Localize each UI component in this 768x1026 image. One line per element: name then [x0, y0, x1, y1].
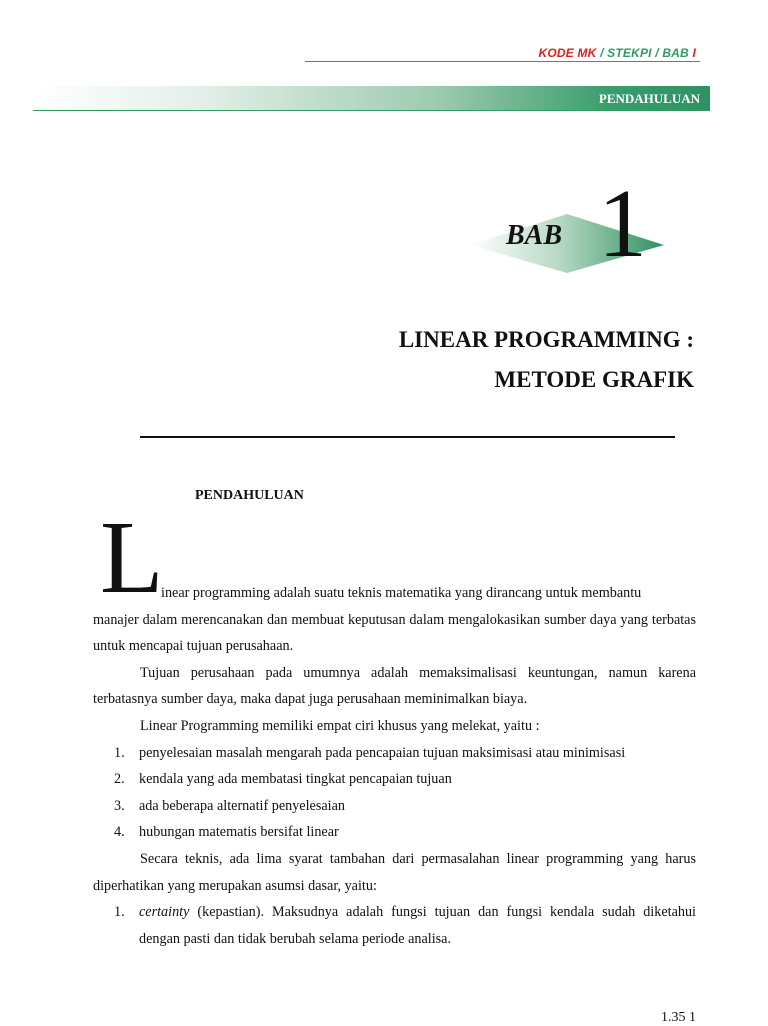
assumptions-list: [93, 899, 696, 952]
paragraph-assumptions: Secara teknis, ada lima syarat tambahan dari permasalahan linear programming yang harus diperhatikan yang merupakan asumsi dasar, yaitu:: [93, 850, 696, 894]
code-separator: /: [651, 46, 663, 60]
section-band-underline: [33, 110, 710, 111]
list-text: (kepastian). Maksudnya adalah fungsi tujuan dan fungsi kendala sudah diketahui dengan pasti dan tidak berubah selama periode analisa.: [139, 904, 696, 947]
body-text: [93, 580, 696, 952]
title-rule: [140, 436, 675, 438]
code-stekpi: STEKPI: [607, 46, 652, 60]
paragraph-goal: Tujuan perusahaan pada umumnya adalah memaksimalisasi keuntungan, namun karena terbatasnya sumber daya, maka dapat juga perusahaan meminimalkan biaya.: [93, 664, 696, 708]
list-number: 1.: [114, 744, 125, 761]
list-item: [93, 819, 696, 846]
chapter-label: BAB: [506, 220, 563, 251]
header-rule: [305, 61, 700, 62]
characteristics-list: [93, 740, 696, 846]
page-number: 1.35 1: [661, 1010, 696, 1025]
list-item: [93, 766, 696, 793]
code-chapter-numeral: I: [688, 46, 696, 60]
paragraph-intro: [93, 580, 696, 660]
code-bab: BAB: [662, 46, 689, 60]
code-separator: /: [596, 46, 608, 60]
chapter-emblem: [470, 168, 670, 278]
drop-cap: L: [100, 500, 164, 615]
list-item: [93, 899, 696, 952]
list-item: [93, 740, 696, 767]
paragraph-intro-first-line: inear programming adalah suatu teknis matematika yang dirancang untuk membantu: [161, 585, 642, 601]
paragraph-intro-rest: manajer dalam merencanakan dan membuat keputusan dalam mengalokasikan sumber daya yang terbatas untuk mencapai tujuan perusahaan.: [93, 611, 696, 655]
list-number: 4.: [114, 824, 125, 841]
page-title-line-2: METODE GRAFIK: [494, 367, 694, 392]
list-text: hubungan matematis bersifat linear: [139, 824, 339, 841]
list-number: 2.: [114, 771, 125, 788]
code-kode-mk: KODE MK: [538, 46, 597, 60]
course-code: [538, 46, 696, 60]
chapter-number: 1: [598, 170, 647, 278]
list-text: kendala yang ada membatasi tingkat pencapaian tujuan: [139, 771, 452, 788]
list-number: 1.: [114, 904, 125, 921]
section-label: PENDAHULUAN: [598, 91, 700, 106]
list-number: 3.: [114, 797, 125, 814]
list-item: [93, 793, 696, 820]
list-term: certainty: [139, 904, 190, 921]
page-title-line-1: LINEAR PROGRAMMING :: [398, 327, 694, 352]
list-text: ada beberapa alternatif penyelesaian: [139, 797, 345, 814]
list-text: penyelesaian masalah mengarah pada pencapaian tujuan maksimisasi atau minimisasi: [139, 744, 626, 761]
paragraph-characteristics: Linear Programming memiliki empat ciri khusus yang melekat, yaitu :: [140, 717, 540, 734]
section-heading: PENDAHULUAN: [195, 488, 304, 503]
